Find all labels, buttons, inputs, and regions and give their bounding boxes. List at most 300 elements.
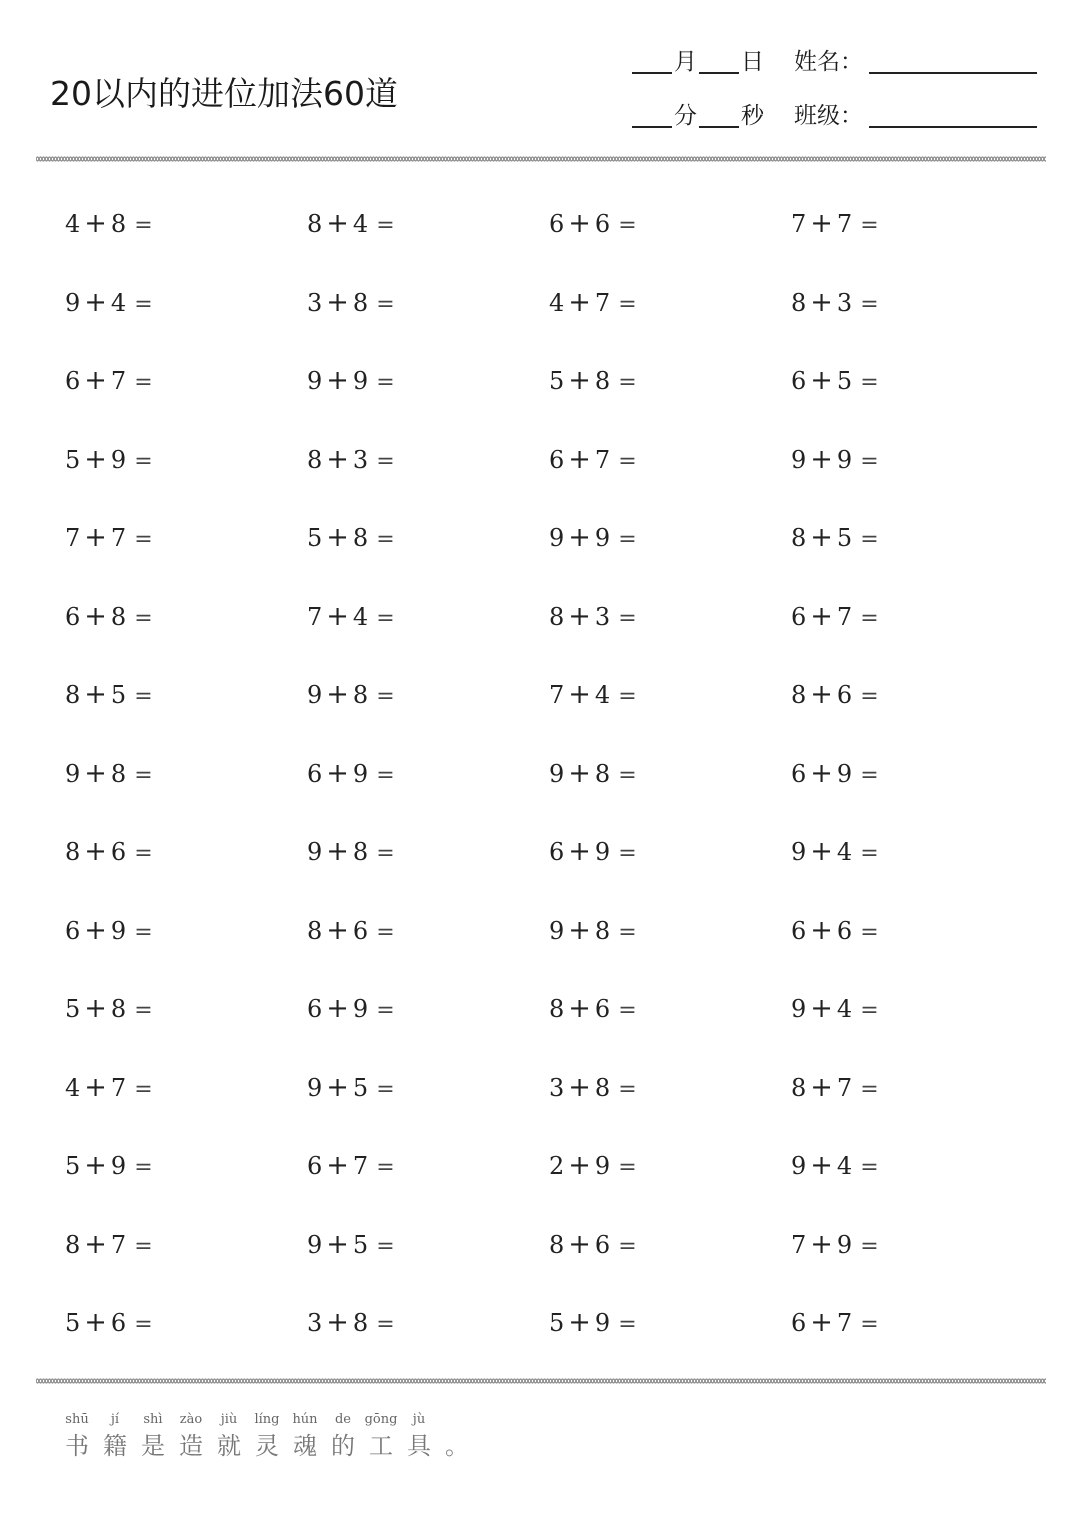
addend-1: 6 (307, 995, 323, 1023)
equals-sign: = (618, 919, 637, 945)
plus-sign: + (568, 600, 591, 632)
addition-problem[interactable] (65, 357, 153, 407)
motto-character (400, 1410, 438, 1462)
addition-problem[interactable] (307, 1299, 395, 1349)
plus-sign: + (568, 365, 591, 396)
problem-row (65, 671, 1045, 719)
plus-sign: + (810, 1150, 833, 1181)
addend-2: 7 (110, 1230, 127, 1259)
problem-row (65, 593, 1045, 641)
addend-1: 6 (549, 210, 565, 238)
addition-problem[interactable] (549, 828, 637, 878)
addend-1: 9 (307, 838, 323, 866)
addition-problem[interactable] (549, 671, 637, 721)
problem-row (65, 436, 1045, 484)
equals-sign: = (860, 998, 879, 1023)
equals-sign: = (134, 448, 153, 474)
addend-2: 8 (110, 759, 127, 788)
addition-problem[interactable] (791, 1299, 879, 1349)
equals-sign: = (860, 841, 879, 866)
addend-2: 6 (594, 1230, 611, 1259)
addition-problem[interactable] (307, 750, 395, 800)
problem-row (65, 1064, 1045, 1112)
plus-sign: + (326, 443, 349, 475)
pinyin: líng (254, 1412, 280, 1427)
addition-problem[interactable] (791, 907, 879, 957)
plus-sign: + (84, 1307, 107, 1338)
addend-1: 9 (549, 916, 565, 945)
plus-sign: + (810, 522, 833, 553)
equals-sign: = (618, 213, 637, 238)
addend-2: 9 (594, 524, 611, 552)
hanzi: 魂 (293, 1432, 317, 1460)
addend-2: 4 (110, 288, 127, 317)
day-blank[interactable] (699, 46, 739, 74)
addition-problem[interactable] (549, 750, 637, 800)
addend-2: 6 (594, 210, 611, 238)
addend-2: 4 (352, 602, 369, 631)
addend-1: 4 (65, 210, 81, 238)
addition-problem[interactable] (791, 1221, 879, 1271)
addend-2: 8 (110, 995, 127, 1023)
addition-problem[interactable] (549, 1299, 637, 1349)
hanzi: 的 (331, 1432, 355, 1460)
plus-sign: + (568, 1307, 591, 1338)
addition-problem[interactable] (549, 1064, 637, 1114)
equals-sign: = (618, 1233, 637, 1259)
minute-label: 分 (674, 103, 697, 129)
plus-sign: + (810, 1071, 833, 1103)
hanzi: 就 (217, 1432, 241, 1460)
addition-problem[interactable] (65, 593, 153, 643)
plus-sign: + (810, 600, 833, 632)
hanzi: 书 (65, 1432, 89, 1460)
addend-2: 7 (110, 1073, 127, 1102)
addend-1: 3 (307, 288, 323, 317)
addend-2: 4 (594, 681, 611, 709)
addition-problem[interactable] (65, 279, 153, 329)
equals-sign: = (134, 370, 153, 395)
problem-row (65, 985, 1045, 1033)
addition-problem[interactable] (65, 1299, 153, 1349)
plus-sign: + (326, 600, 349, 632)
equals-sign: = (134, 605, 153, 631)
plus-sign: + (84, 757, 107, 789)
addition-problem[interactable] (307, 200, 395, 250)
addend-2: 8 (594, 1073, 611, 1102)
hanzi: 是 (141, 1432, 165, 1460)
minute-blank[interactable] (632, 100, 672, 128)
month-label: 月 (674, 49, 697, 75)
equals-sign: = (134, 919, 153, 945)
problem-row (65, 1299, 1045, 1347)
equals-sign: = (134, 1076, 153, 1102)
addend-2: 5 (352, 1230, 369, 1259)
plus-sign: + (568, 1228, 591, 1260)
addend-2: 5 (110, 681, 127, 709)
addition-problem[interactable] (307, 985, 395, 1035)
equals-sign: = (618, 605, 637, 631)
addition-problem[interactable] (791, 750, 879, 800)
addend-2: 7 (352, 1152, 369, 1180)
addend-1: 8 (65, 838, 81, 866)
addend-2: 7 (594, 288, 611, 317)
equals-sign: = (860, 1076, 879, 1102)
addition-problem[interactable] (549, 357, 637, 407)
addition-problem[interactable] (549, 985, 637, 1035)
addition-problem[interactable] (65, 750, 153, 800)
addend-1: 8 (65, 1230, 81, 1259)
addend-2: 9 (594, 1152, 611, 1180)
equals-sign: = (860, 684, 879, 709)
addition-problem[interactable] (791, 1142, 879, 1192)
addition-problem[interactable] (65, 828, 153, 878)
addition-problem[interactable] (791, 828, 879, 878)
plus-sign: + (326, 836, 349, 867)
addend-1: 9 (307, 1073, 323, 1102)
addend-1: 9 (307, 367, 323, 395)
equals-sign: = (134, 998, 153, 1023)
equals-sign: = (376, 1076, 395, 1102)
addend-2: 3 (594, 602, 611, 631)
addition-problem[interactable] (549, 200, 637, 250)
equals-sign: = (860, 213, 879, 238)
problem-row (65, 514, 1045, 562)
addend-1: 5 (65, 445, 81, 474)
addend-2: 9 (352, 995, 369, 1023)
class-label: 班级： (794, 103, 863, 129)
addition-problem[interactable] (65, 200, 153, 250)
hanzi: 灵 (255, 1432, 279, 1460)
hanzi: 工 (369, 1432, 393, 1460)
problem-row (65, 750, 1045, 798)
equals-sign: = (618, 1076, 637, 1102)
motto-character (210, 1410, 248, 1462)
pinyin: zào (179, 1412, 203, 1427)
addition-problem[interactable] (65, 1221, 153, 1271)
addition-problem[interactable] (65, 514, 153, 564)
equals-sign: = (860, 370, 879, 395)
motto-character (96, 1410, 134, 1462)
addend-1: 9 (791, 445, 807, 474)
addend-1: 6 (791, 916, 807, 945)
plus-sign: + (326, 1307, 349, 1338)
equals-sign: = (376, 448, 395, 474)
addition-problem[interactable] (791, 279, 879, 329)
addend-1: 6 (65, 602, 81, 631)
addend-2: 9 (836, 445, 853, 474)
addition-problem[interactable] (791, 357, 879, 407)
addition-problem[interactable] (549, 514, 637, 564)
plus-sign: + (326, 1071, 349, 1103)
addend-1: 2 (549, 1152, 565, 1180)
plus-sign: + (326, 365, 349, 396)
addend-1: 5 (549, 1309, 565, 1337)
addend-2: 5 (352, 1073, 369, 1102)
addend-2: 4 (836, 995, 853, 1023)
equals-sign: = (618, 998, 637, 1023)
equals-sign: = (618, 448, 637, 474)
addition-problem[interactable] (791, 200, 879, 250)
addend-1: 7 (307, 602, 323, 631)
addition-problem[interactable] (307, 828, 395, 878)
addend-2: 3 (836, 288, 853, 317)
hanzi: 具 (407, 1432, 431, 1460)
addend-2: 4 (352, 210, 369, 238)
addition-problem[interactable] (549, 1142, 637, 1192)
plus-sign: + (84, 1071, 107, 1103)
equals-sign: = (860, 1312, 879, 1337)
addend-2: 9 (594, 838, 611, 866)
addend-1: 8 (65, 681, 81, 709)
addition-problem[interactable] (65, 1142, 153, 1192)
addend-2: 9 (110, 916, 127, 945)
addition-problem[interactable] (307, 357, 395, 407)
plus-sign: + (810, 914, 833, 946)
plus-sign: + (810, 443, 833, 475)
addend-2: 5 (836, 367, 853, 395)
equals-sign: = (134, 1233, 153, 1259)
addition-problem[interactable] (307, 279, 395, 329)
addend-1: 8 (307, 210, 323, 238)
addend-2: 8 (110, 602, 127, 631)
addition-problem[interactable] (65, 671, 153, 721)
addend-1: 6 (791, 602, 807, 631)
plus-sign: + (568, 443, 591, 475)
addend-2: 8 (352, 681, 369, 709)
addend-1: 3 (307, 1309, 323, 1337)
plus-sign: + (810, 993, 833, 1024)
addition-problem[interactable] (549, 593, 637, 643)
addend-1: 9 (791, 995, 807, 1023)
plus-sign: + (84, 679, 107, 710)
addend-1: 5 (307, 524, 323, 552)
equals-sign: = (618, 1155, 637, 1180)
addition-problem[interactable] (307, 1064, 395, 1114)
plus-sign: + (84, 522, 107, 553)
addition-problem[interactable] (549, 1221, 637, 1271)
equals-sign: = (618, 370, 637, 395)
addition-problem[interactable] (549, 907, 637, 957)
plus-sign: + (84, 993, 107, 1024)
addition-problem[interactable] (549, 279, 637, 329)
addend-1: 5 (65, 1152, 81, 1180)
pinyin: jù (412, 1412, 426, 1427)
addition-problem[interactable] (65, 985, 153, 1035)
plus-sign: + (84, 443, 107, 475)
addend-1: 4 (549, 288, 565, 317)
addend-2: 7 (836, 210, 853, 238)
problem-row (65, 828, 1045, 876)
addition-problem[interactable] (791, 1064, 879, 1114)
plus-sign: + (84, 1150, 107, 1181)
plus-sign: + (326, 679, 349, 710)
addend-2: 7 (836, 1309, 853, 1337)
motto (58, 1410, 476, 1462)
equals-sign: = (376, 291, 395, 317)
addend-2: 8 (352, 288, 369, 317)
addend-2: 4 (836, 838, 853, 866)
addend-1: 8 (307, 916, 323, 945)
pinyin: jiù (220, 1412, 238, 1427)
equals-sign: = (134, 762, 153, 788)
equals-sign: = (860, 762, 879, 788)
addition-problem[interactable] (65, 907, 153, 957)
addition-problem[interactable] (791, 671, 879, 721)
plus-sign: + (568, 679, 591, 710)
equals-sign: = (376, 762, 395, 788)
plus-sign: + (326, 286, 349, 318)
plus-sign: + (568, 286, 591, 318)
addition-problem[interactable] (549, 436, 637, 486)
addition-problem[interactable] (307, 907, 395, 957)
addend-1: 7 (549, 681, 565, 709)
addition-problem[interactable] (307, 1221, 395, 1271)
addend-2: 9 (110, 445, 127, 474)
problem-row (65, 200, 1045, 248)
equals-sign: = (376, 605, 395, 631)
equals-sign: = (618, 527, 637, 552)
addition-problem[interactable] (307, 593, 395, 643)
addend-1: 6 (791, 759, 807, 788)
addend-1: 6 (549, 838, 565, 866)
addend-2: 8 (594, 916, 611, 945)
plus-sign: + (326, 757, 349, 789)
motto-character (324, 1410, 362, 1462)
equals-sign: = (618, 684, 637, 709)
plus-sign: + (568, 522, 591, 553)
addend-1: 3 (549, 1073, 565, 1102)
plus-sign: + (84, 914, 107, 946)
plus-sign: + (810, 836, 833, 867)
addend-1: 5 (65, 995, 81, 1023)
addend-2: 8 (594, 759, 611, 788)
addend-2: 9 (836, 759, 853, 788)
equals-sign: = (618, 1312, 637, 1337)
second-blank[interactable] (699, 100, 739, 128)
addend-1: 9 (549, 524, 565, 552)
equals-sign: = (860, 291, 879, 317)
equals-sign: = (376, 370, 395, 395)
addend-1: 8 (791, 1073, 807, 1102)
addend-2: 9 (352, 367, 369, 395)
addend-1: 9 (307, 1230, 323, 1259)
addition-problem[interactable] (791, 436, 879, 486)
date-name-row (632, 44, 1037, 76)
month-blank[interactable] (632, 46, 672, 74)
addend-1: 7 (791, 1230, 807, 1259)
addition-problem[interactable] (65, 1064, 153, 1114)
addend-1: 5 (65, 1309, 81, 1337)
plus-sign: + (84, 836, 107, 867)
plus-sign: + (810, 208, 833, 239)
addition-problem[interactable] (307, 1142, 395, 1192)
addend-1: 6 (307, 1152, 323, 1180)
plus-sign: + (568, 1150, 591, 1181)
equals-sign: = (376, 1312, 395, 1337)
problem-row (65, 1142, 1045, 1190)
pinyin: shì (143, 1412, 163, 1427)
motto-character (172, 1410, 210, 1462)
class-blank[interactable] (869, 100, 1037, 128)
pinyin: shū (65, 1412, 89, 1427)
addend-1: 9 (791, 1152, 807, 1180)
bottom-wavy-divider (36, 1376, 1046, 1386)
equals-sign: = (860, 448, 879, 474)
addition-problem[interactable] (65, 436, 153, 486)
plus-sign: + (326, 208, 349, 239)
addition-problem[interactable] (791, 985, 879, 1035)
pinyin: jí (110, 1412, 120, 1427)
plus-sign: + (84, 208, 107, 239)
addition-problem[interactable] (791, 514, 879, 564)
plus-sign: + (326, 1150, 349, 1181)
day-label: 日 (741, 49, 764, 75)
equals-sign: = (376, 919, 395, 945)
addend-2: 9 (836, 1230, 853, 1259)
pinyin: gōng (364, 1412, 398, 1427)
addend-1: 8 (549, 1230, 565, 1259)
addend-2: 6 (836, 681, 853, 709)
addend-1: 6 (549, 445, 565, 474)
addition-problem[interactable] (791, 593, 879, 643)
addend-2: 6 (836, 916, 853, 945)
addend-2: 8 (594, 367, 611, 395)
addend-1: 7 (65, 524, 81, 552)
addend-2: 6 (110, 838, 127, 866)
equals-sign: = (376, 998, 395, 1023)
addend-2: 7 (110, 524, 127, 552)
motto-character (58, 1410, 96, 1462)
plus-sign: + (568, 208, 591, 239)
addend-1: 5 (549, 367, 565, 395)
name-blank[interactable] (869, 46, 1037, 74)
equals-sign: = (134, 841, 153, 866)
worksheet-title: 20以内的进位加法60道 (50, 74, 398, 113)
motto-character (286, 1410, 324, 1462)
addition-problem[interactable] (307, 436, 395, 486)
addend-2: 8 (352, 838, 369, 866)
hanzi: 。 (445, 1432, 469, 1460)
addition-problem[interactable] (307, 671, 395, 721)
plus-sign: + (810, 286, 833, 318)
pinyin: hún (292, 1412, 318, 1427)
addend-1: 9 (307, 681, 323, 709)
addend-1: 9 (791, 838, 807, 866)
addend-1: 6 (791, 1309, 807, 1337)
equals-sign: = (134, 1312, 153, 1337)
plus-sign: + (84, 286, 107, 318)
addend-1: 8 (791, 288, 807, 317)
equals-sign: = (134, 291, 153, 317)
plus-sign: + (568, 836, 591, 867)
addend-2: 9 (352, 759, 369, 788)
addition-problem[interactable] (307, 514, 395, 564)
equals-sign: = (134, 684, 153, 709)
addend-2: 7 (836, 602, 853, 631)
addend-2: 7 (110, 367, 127, 395)
addend-2: 4 (836, 1152, 853, 1180)
equals-sign: = (134, 527, 153, 552)
addend-1: 6 (791, 367, 807, 395)
equals-sign: = (134, 1155, 153, 1180)
motto-character (248, 1410, 286, 1462)
addend-1: 9 (65, 288, 81, 317)
plus-sign: + (326, 993, 349, 1024)
problem-row (65, 357, 1045, 405)
plus-sign: + (84, 600, 107, 632)
addend-2: 7 (836, 1073, 853, 1102)
